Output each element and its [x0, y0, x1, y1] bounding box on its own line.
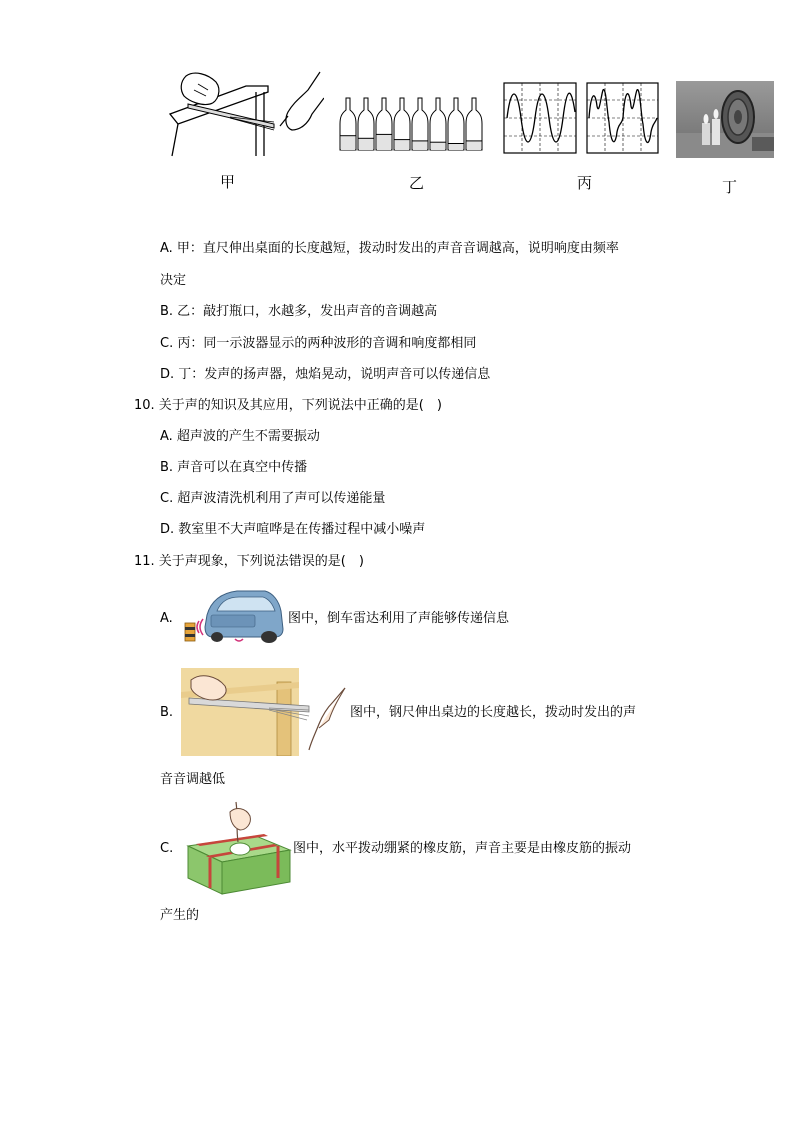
bottle-water — [377, 134, 391, 150]
q10-option-d: D. 教室里不大声喧哗是在传播过程中减小噪声 — [160, 522, 426, 537]
figure-water-bottles — [338, 96, 486, 154]
q9-option-a-continued: 决定 — [160, 273, 187, 288]
figure-reversing-radar-car — [177, 587, 285, 643]
bottle — [448, 98, 464, 150]
q11-option-a-letter: A. — [160, 611, 173, 626]
caption-ding: 丁 — [722, 178, 738, 196]
q9-option-a: A. 甲：直尺伸出桌面的长度越短，拨动时发出的声音音调越高，说明响度由频率 — [160, 241, 619, 256]
bottle-water — [341, 136, 355, 150]
figure-oscilloscope-waves — [503, 82, 659, 156]
caption-yi: 乙 — [409, 174, 425, 192]
figure-speaker-candle-photo — [676, 81, 774, 158]
q9-option-c: C. 丙：同一示波器显示的两种波形的音调和响度都相同 — [160, 336, 477, 351]
bottle-water — [395, 140, 409, 150]
bottle-water — [431, 142, 445, 150]
q11-stem: 11. 关于声现象，下列说法错误的是( ) — [134, 554, 364, 569]
bottle-water — [359, 138, 373, 150]
q10-option-b: B. 声音可以在真空中传播 — [160, 460, 308, 475]
figure-ruler-table — [168, 68, 324, 160]
q10-stem: 10. 关于声的知识及其应用，下列说法中正确的是( ) — [134, 398, 442, 413]
bottle-water — [413, 141, 427, 150]
q11-option-a-text: 图中，倒车雷达利用了声能够传递信息 — [288, 611, 510, 626]
q10-option-c: C. 超声波清洗机利用了声可以传递能量 — [160, 491, 386, 506]
q11-option-b-letter: B. — [160, 705, 174, 720]
caption-jia: 甲 — [220, 173, 236, 191]
bottle-water — [449, 144, 463, 151]
q11-option-c-text-continued: 产生的 — [160, 908, 200, 923]
q9-option-b: B. 乙：敲打瓶口，水越多，发出声音的音调越高 — [160, 304, 438, 319]
q11-option-b-text: 图中，钢尺伸出桌边的长度越长，拨动时发出的声 — [350, 705, 637, 720]
figure-rubber-band-box — [186, 798, 292, 896]
q10-option-a: A. 超声波的产生不需要振动 — [160, 429, 320, 444]
q9-option-d: D. 丁：发声的扬声器，烛焰晃动，说明声音可以传递信息 — [160, 367, 491, 382]
q11-option-b-text-continued: 音音调越低 — [160, 772, 226, 787]
bottle-water — [467, 141, 481, 150]
caption-bing: 丙 — [577, 174, 593, 192]
q11-option-c-text: 图中，水平拨动绷紧的橡皮筋，声音主要是由橡皮筋的振动 — [293, 841, 632, 856]
q11-option-c-letter: C. — [160, 841, 174, 856]
figure-steel-ruler-table — [181, 668, 347, 756]
